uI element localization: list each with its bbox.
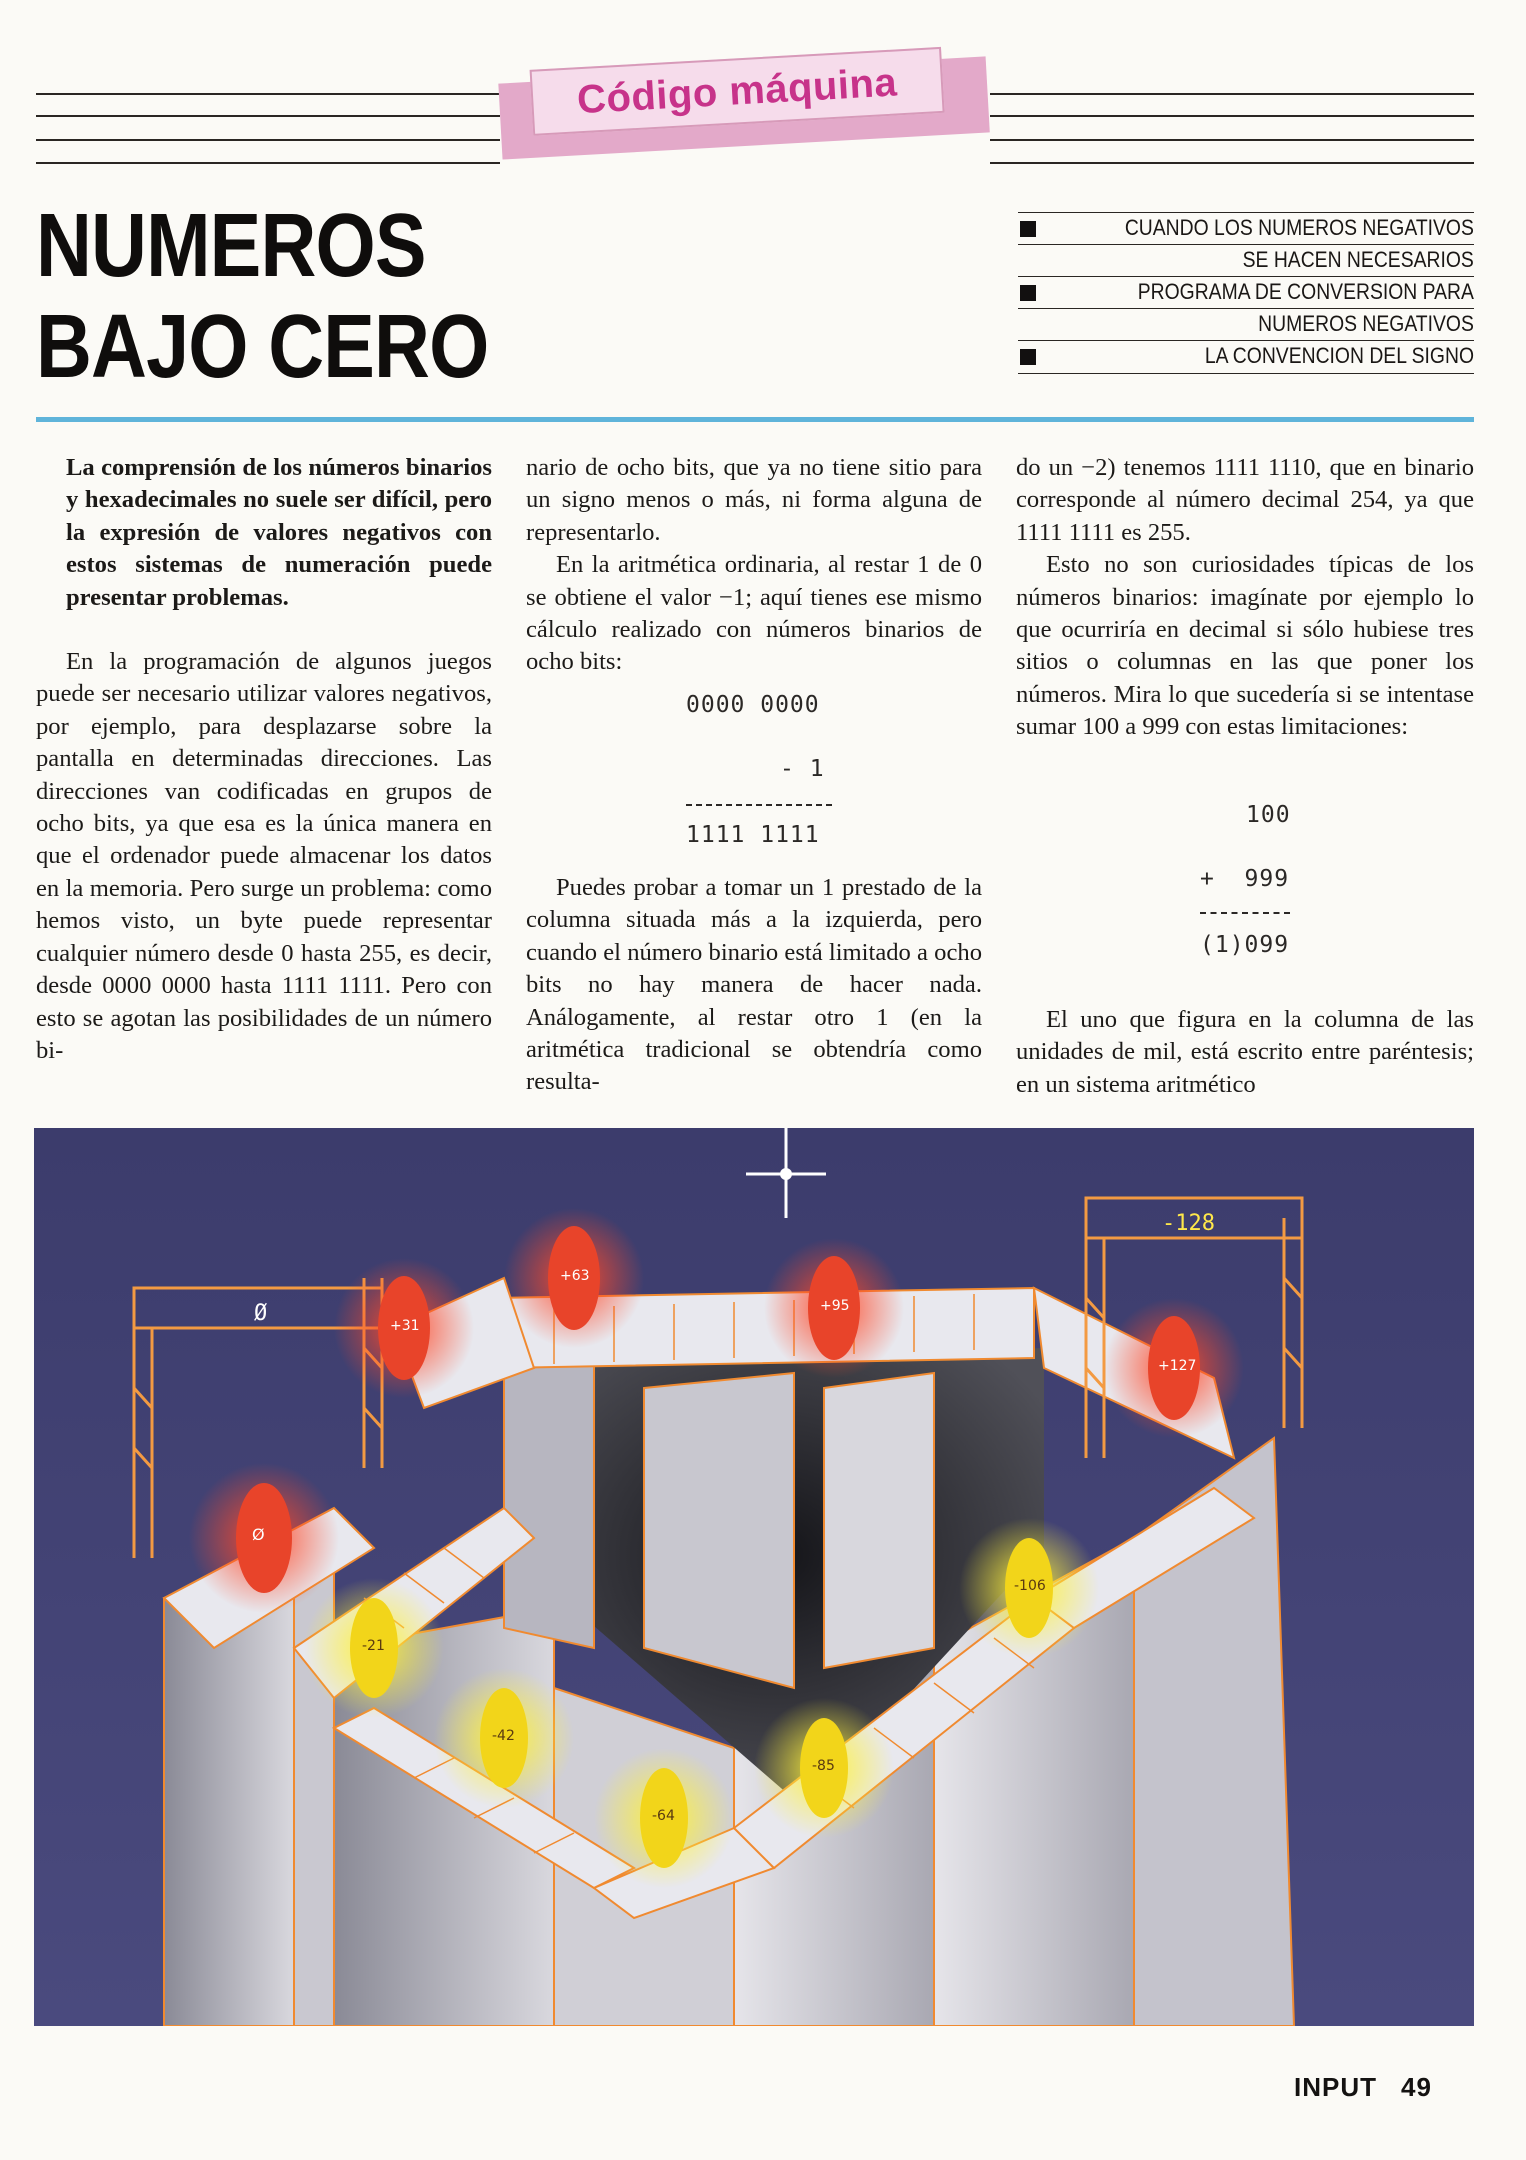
article-paragraph: nario de ocho bits, que ya no tiene sitio para un signo menos o más, ni forma alguna de representarlo. bbox=[526, 454, 982, 546]
decimal-calc-rule bbox=[1200, 912, 1290, 916]
article-column-3-cont bbox=[1016, 1004, 1474, 1101]
right-gantry-label: -128 bbox=[1162, 1211, 1215, 1236]
yellow-figure-label: -106 bbox=[1014, 1578, 1046, 1594]
decimal-calc-operand: 100 bbox=[1246, 802, 1291, 828]
yellow-figure-label: -21 bbox=[362, 1638, 385, 1654]
header-rule bbox=[36, 115, 500, 117]
article-paragraph: Puedes probar a tomar un 1 prestado de la columna situada más a la izquierda, pero cuando el número binario está limitado a ocho bits no hay manera de hacer nada. Análogamente, al restar otro 1 (en la aritmética tradicional se obtendría como resulta- bbox=[526, 874, 982, 1096]
yellow-figure-label: -64 bbox=[652, 1808, 675, 1824]
article-column-1 bbox=[36, 452, 492, 1067]
title-line-2: BAJO CERO bbox=[36, 297, 489, 397]
topic-item: CUANDO LOS NUMEROS NEGATIVOS bbox=[1018, 212, 1474, 244]
red-figure-label: +95 bbox=[820, 1298, 850, 1314]
page-title bbox=[36, 196, 488, 398]
article-lead: La comprensión de los números binarios y hexadecimales no suele ser difícil, pero la expresión de valores negativos con estos sistemas de numeración puede presentar problemas. bbox=[66, 454, 492, 611]
decimal-calc-addend: + 999 bbox=[1200, 866, 1290, 892]
red-figure-label: +31 bbox=[390, 1318, 420, 1334]
bullet-square-icon bbox=[1020, 349, 1036, 365]
red-figure-label: +63 bbox=[560, 1268, 590, 1284]
binary-calc-subtrahend: - 1 bbox=[780, 756, 825, 782]
red-figure-label: Ø bbox=[252, 1525, 265, 1544]
magazine-name: INPUT bbox=[1294, 2072, 1377, 2102]
header-rule bbox=[990, 162, 1474, 164]
yellow-figure-label: -85 bbox=[812, 1758, 835, 1774]
topic-list bbox=[1018, 212, 1474, 374]
article-paragraph: En la aritmética ordinaria, al restar 1 de 0 se obtiene el valor −1; aquí tienes ese mismo cálculo realizado con números binarios de ocho bits: bbox=[526, 551, 982, 676]
article-column-3 bbox=[1016, 452, 1474, 744]
topic-item: SE HACEN NECESARIOS bbox=[1018, 244, 1474, 276]
yellow-figure-label: -42 bbox=[492, 1728, 515, 1744]
page-footer bbox=[1294, 2072, 1432, 2103]
topic-item: NUMEROS NEGATIVOS bbox=[1018, 308, 1474, 340]
title-line-1: NUMEROS bbox=[36, 196, 426, 296]
inner-walls bbox=[504, 1353, 934, 1688]
header-rule bbox=[36, 139, 500, 141]
header-rule bbox=[36, 93, 500, 95]
bullet-square-icon bbox=[1020, 285, 1036, 301]
decimal-calc-result: (1)099 bbox=[1200, 932, 1290, 958]
header-rule bbox=[990, 139, 1474, 141]
page-number: 49 bbox=[1401, 2072, 1432, 2102]
binary-calc-result: 1111 1111 bbox=[686, 822, 820, 848]
section-label: Código máquina bbox=[530, 47, 945, 136]
header-rule bbox=[990, 93, 1474, 95]
left-gantry-label: Ø bbox=[254, 1301, 268, 1326]
title-divider bbox=[36, 417, 1474, 422]
article-paragraph: Esto no son curiosidades típicas de los números binarios: imagínate por ejemplo lo que ocurriría en decimal si sólo hubiese tres sitios o columnas en las que poner los números. Mira lo que sucedería si se intentase sumar 100 a 999 con estas limitaciones: bbox=[1016, 551, 1474, 741]
topic-item: PROGRAMA DE CONVERSION PARA bbox=[1018, 276, 1474, 308]
staircase-illustration bbox=[34, 1128, 1474, 2026]
bullet-square-icon bbox=[1020, 221, 1036, 237]
article-column-2 bbox=[526, 452, 982, 679]
topic-item: LA CONVENCION DEL SIGNO bbox=[1018, 340, 1474, 374]
section-banner bbox=[498, 44, 991, 169]
article-column-2-cont bbox=[526, 872, 982, 1099]
binary-calc-rule bbox=[686, 804, 832, 808]
header-rule bbox=[36, 162, 500, 164]
binary-calc-operand: 0000 0000 bbox=[686, 692, 820, 718]
header-rule bbox=[990, 115, 1474, 117]
article-paragraph: do un −2) tenemos 1111 1110, que en binario corresponde al número decimal 254, ya que 1111 1111 es 255. bbox=[1016, 454, 1474, 546]
article-paragraph: En la programación de algunos juegos puede ser necesario utilizar valores negativos, por ejemplo, para desplazarse sobre la pantalla en determinadas direcciones. Las direcciones van codificadas en grupos de ocho bits, ya que esa es la única manera en que el ordenador puede almacenar los datos en la memoria. Pero surge un problema: como hemos visto, un byte puede representar cualquier número desde 0 hasta 255, es decir, desde 0000 0000 hasta 1111 1111. Pero con esto se agotan las posibilidades de un número bi- bbox=[36, 648, 492, 1064]
red-figure-label: +127 bbox=[1158, 1358, 1197, 1374]
article-paragraph: El uno que figura en la columna de las unidades de mil, está escrito entre paréntesis; en un sistema aritmético bbox=[1016, 1006, 1474, 1098]
